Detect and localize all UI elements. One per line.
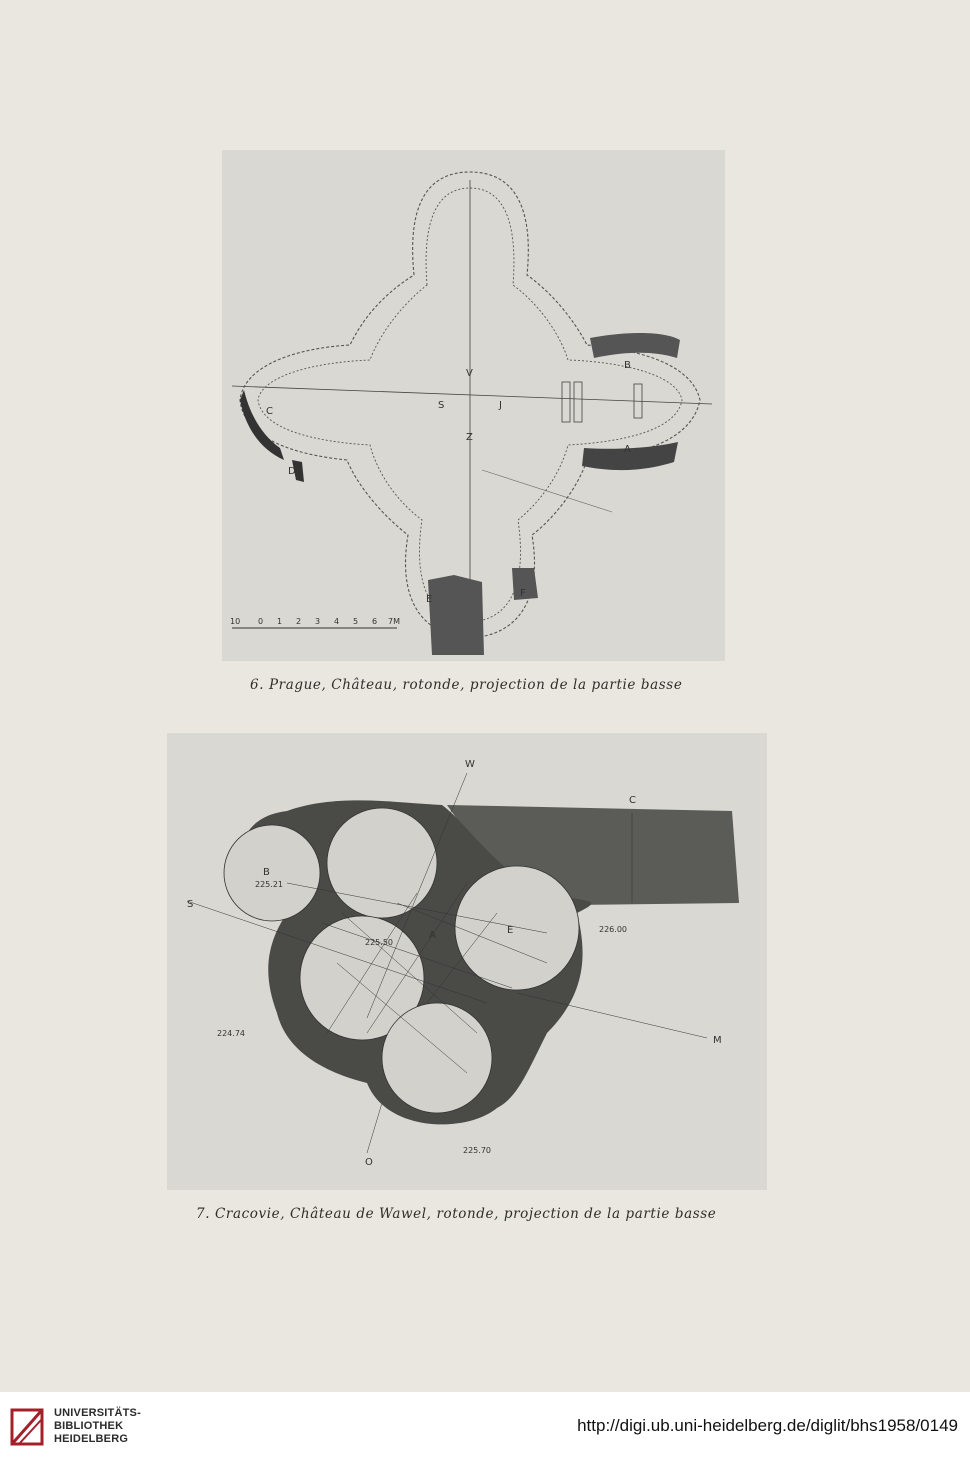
plan-axis-diagonal <box>482 470 612 512</box>
university-library-logo-icon <box>10 1406 44 1448</box>
label-s: S <box>187 899 194 910</box>
permalink-url[interactable]: http://digi.ub.uni-heidelberg.de/diglit/bhs1958/0149 <box>577 1416 958 1435</box>
library-name <box>54 1407 141 1446</box>
prague-plan-drawing <box>222 150 725 661</box>
elevation-3: 226.00 <box>599 925 627 934</box>
label-w: W <box>465 759 475 770</box>
cracow-plan-drawing <box>167 733 767 1190</box>
label-b: B <box>624 360 631 371</box>
plan-rect-2 <box>574 382 582 422</box>
label-v: V <box>466 368 473 379</box>
label-a: A <box>429 930 436 941</box>
elevation-1: 225.21 <box>255 880 283 889</box>
scale-tick-4: 4 <box>334 617 340 626</box>
scale-tick-5: 5 <box>353 617 359 626</box>
label-m: M <box>713 1035 722 1046</box>
label-o: O <box>365 1157 373 1168</box>
fragment-e <box>428 575 484 655</box>
scale-tick-1: 1 <box>277 617 283 626</box>
figure-7-cracow-rotunda-plan <box>167 733 767 1190</box>
library-footer <box>0 1392 970 1464</box>
elevation-5: 225.70 <box>463 1146 491 1155</box>
label-e: E <box>426 594 433 605</box>
scale-tick-2: 2 <box>296 617 302 626</box>
label-a: A <box>624 444 631 455</box>
label-c: C <box>629 795 636 806</box>
plan-rect-1 <box>562 382 570 422</box>
figure-7-caption: 7. Cracovie, Château de Wawel, rotonde, projection de la partie basse <box>196 1206 717 1222</box>
figure-6-prague-rotunda-plan <box>222 150 725 661</box>
scale-bar <box>230 617 400 628</box>
scale-tick-0: 0 <box>258 617 264 626</box>
library-name-line3: HEIDELBERG <box>54 1433 129 1445</box>
label-c: C <box>266 406 273 417</box>
label-e: E <box>507 925 514 936</box>
plan-axis-horizontal <box>232 386 712 404</box>
library-name-line2: BIBLIOTHEK <box>54 1420 124 1432</box>
fragment-b <box>590 333 680 358</box>
label-d: D <box>288 466 296 477</box>
scale-tick-3: 3 <box>315 617 321 626</box>
elevation-2: 225.50 <box>365 938 393 947</box>
label-b: B <box>263 867 270 878</box>
scale-prefix: 10 <box>230 617 241 626</box>
label-f: F <box>520 588 526 599</box>
scale-tick-6: 6 <box>372 617 378 626</box>
library-name-line1: UNIVERSITÄTS- <box>54 1407 141 1419</box>
figure-6-caption: 6. Prague, Château, rotonde, projection de la partie basse <box>250 677 683 693</box>
label-z: Z <box>466 432 473 443</box>
elevation-4: 224.74 <box>217 1029 245 1038</box>
label-j: J <box>499 400 502 411</box>
label-s: S <box>438 400 445 411</box>
scale-tick-7: 7M <box>388 617 400 626</box>
